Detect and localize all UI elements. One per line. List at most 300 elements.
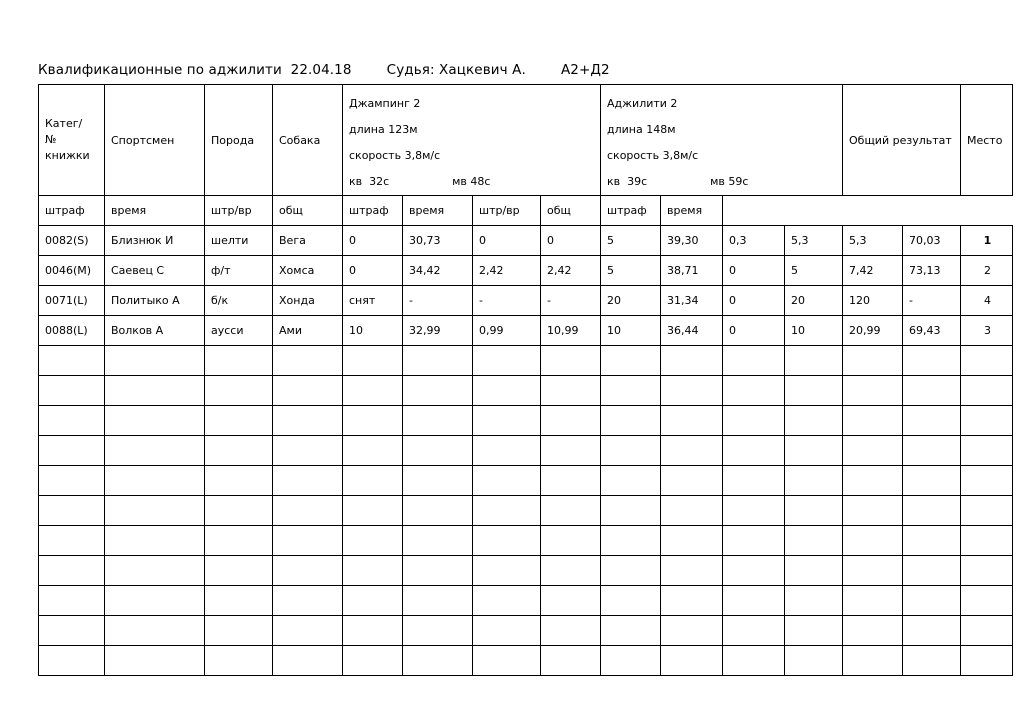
cell-agility-total-text: 5,3	[791, 234, 809, 247]
table-row-empty	[39, 376, 1013, 406]
cell-jumping-total-text: 0	[547, 234, 554, 247]
cell-breed	[205, 256, 273, 286]
cell-athlete-empty	[105, 376, 205, 406]
cell-jumping-pen-time-empty	[473, 556, 541, 586]
cell-overall-penalty-empty	[843, 586, 903, 616]
cell-breed-text: аусси	[211, 324, 244, 337]
cell-category	[39, 226, 105, 256]
cell-dog-empty	[273, 376, 343, 406]
table-row	[39, 286, 1013, 316]
cell-overall-penalty-empty	[843, 346, 903, 376]
cell-jumping-pen-time	[473, 226, 541, 256]
cell-place	[961, 256, 1013, 286]
cell-agility-penalty-empty	[601, 346, 661, 376]
cell-category-empty	[39, 616, 105, 646]
cell-jumping-time-empty	[403, 526, 473, 556]
subheader-jumping-pen-time: штр/вр	[205, 196, 273, 226]
cell-jumping-time	[403, 226, 473, 256]
cell-place-text: 2	[984, 264, 991, 277]
cell-jumping-time-text: -	[409, 294, 413, 307]
cell-dog-empty	[273, 436, 343, 466]
cell-jumping-penalty	[343, 256, 403, 286]
cell-dog	[273, 286, 343, 316]
cell-athlete-empty	[105, 586, 205, 616]
cell-agility-penalty-empty	[601, 406, 661, 436]
agility-length: длина 148м	[607, 123, 676, 136]
cell-jumping-total-empty	[541, 526, 601, 556]
cell-athlete-text: Саевец С	[111, 264, 165, 277]
cell-jumping-time-empty	[403, 616, 473, 646]
cell-place-empty	[961, 376, 1013, 406]
cell-dog	[273, 316, 343, 346]
cell-jumping-time-empty	[403, 646, 473, 676]
cell-athlete-empty	[105, 466, 205, 496]
cell-jumping-pen-time-empty	[473, 376, 541, 406]
subheader-agility-penalty: штраф	[343, 196, 403, 226]
cell-place-empty	[961, 526, 1013, 556]
cell-athlete-empty	[105, 406, 205, 436]
cell-athlete-empty	[105, 646, 205, 676]
cell-breed	[205, 286, 273, 316]
cell-overall-time-empty	[903, 406, 961, 436]
cell-jumping-pen-time-empty	[473, 526, 541, 556]
cell-category-empty	[39, 406, 105, 436]
cell-jumping-total	[541, 286, 601, 316]
jumping-times: кв 32с мв 48с	[349, 175, 491, 188]
header-athlete: Спортсмен	[105, 85, 205, 196]
cell-agility-pen-time-text: 0	[729, 324, 736, 337]
table-row-empty	[39, 466, 1013, 496]
cell-jumping-total-text: 2,42	[547, 264, 572, 277]
cell-jumping-time	[403, 316, 473, 346]
cell-dog-text: Хонда	[279, 294, 315, 307]
cell-agility-time	[661, 316, 723, 346]
cell-overall-time	[903, 286, 961, 316]
cell-overall-penalty-text: 5,3	[849, 234, 867, 247]
cell-jumping-total-empty	[541, 496, 601, 526]
cell-agility-penalty-text: 5	[607, 264, 614, 277]
cell-agility-pen-time-text: 0,3	[729, 234, 747, 247]
cell-jumping-penalty-empty	[343, 376, 403, 406]
table-row-empty	[39, 586, 1013, 616]
cell-place-empty	[961, 406, 1013, 436]
jumping-name: Джампинг 2	[349, 97, 421, 110]
cell-overall-time-text: 69,43	[909, 324, 941, 337]
cell-jumping-penalty-empty	[343, 586, 403, 616]
cell-jumping-penalty-empty	[343, 406, 403, 436]
subheader-agility-time: время	[403, 196, 473, 226]
cell-place-empty	[961, 616, 1013, 646]
header-category-line-2: №	[45, 133, 57, 146]
cell-overall-penalty-empty	[843, 376, 903, 406]
cell-overall-penalty-text: 20,99	[849, 324, 881, 337]
cell-dog-text: Хомса	[279, 264, 315, 277]
cell-jumping-penalty-text: 0	[349, 234, 356, 247]
cell-agility-time-empty	[661, 436, 723, 466]
cell-agility-penalty-empty	[601, 586, 661, 616]
cell-dog-empty	[273, 526, 343, 556]
cell-jumping-time-empty	[403, 406, 473, 436]
cell-breed-empty	[205, 586, 273, 616]
cell-agility-time-empty	[661, 496, 723, 526]
cell-agility-total-text: 10	[791, 324, 805, 337]
cell-breed	[205, 316, 273, 346]
cell-overall-penalty-empty	[843, 436, 903, 466]
cell-agility-penalty-empty	[601, 436, 661, 466]
cell-jumping-penalty-empty	[343, 616, 403, 646]
cell-jumping-total-empty	[541, 616, 601, 646]
subheader-agility-pen-time: штр/вр	[473, 196, 541, 226]
cell-breed-text: б/к	[211, 294, 229, 307]
table-row	[39, 226, 1013, 256]
cell-agility-total-empty	[785, 346, 843, 376]
cell-overall-time-text: 73,13	[909, 264, 941, 277]
cell-category-text: 0088(L)	[45, 324, 88, 337]
cell-breed-text: шелти	[211, 234, 249, 247]
cell-overall-penalty-empty	[843, 496, 903, 526]
cell-jumping-time-empty	[403, 556, 473, 586]
cell-agility-penalty-empty	[601, 616, 661, 646]
cell-agility-time-text: 38,71	[667, 264, 699, 277]
cell-agility-penalty	[601, 286, 661, 316]
cell-dog	[273, 256, 343, 286]
cell-athlete-text: Близнюк И	[111, 234, 174, 247]
cell-category-empty	[39, 586, 105, 616]
header-overall: Общий результат	[843, 85, 961, 196]
cell-overall-penalty-empty	[843, 616, 903, 646]
cell-overall-time-text: 70,03	[909, 234, 941, 247]
cell-jumping-penalty-text: 10	[349, 324, 363, 337]
cell-overall-penalty-text: 7,42	[849, 264, 874, 277]
cell-overall-time-empty	[903, 586, 961, 616]
cell-category-empty	[39, 466, 105, 496]
cell-agility-penalty	[601, 226, 661, 256]
cell-breed-empty	[205, 526, 273, 556]
cell-agility-penalty-text: 20	[607, 294, 621, 307]
header-jumping-block	[343, 85, 601, 196]
cell-overall-time	[903, 316, 961, 346]
cell-agility-pen-time-empty	[723, 496, 785, 526]
cell-jumping-total-empty	[541, 466, 601, 496]
cell-category-empty	[39, 526, 105, 556]
cell-overall-time-text: -	[909, 294, 913, 307]
cell-place-text: 1	[983, 234, 992, 247]
cell-breed-empty	[205, 466, 273, 496]
cell-agility-pen-time-empty	[723, 376, 785, 406]
cell-jumping-total-empty	[541, 586, 601, 616]
cell-category-text: 0071(L)	[45, 294, 88, 307]
cell-agility-time-text: 39,30	[667, 234, 699, 247]
cell-agility-penalty-empty	[601, 466, 661, 496]
header-category-line-1: Катег/	[45, 117, 83, 130]
cell-agility-pen-time-empty	[723, 406, 785, 436]
cell-agility-total	[785, 226, 843, 256]
cell-jumping-penalty-empty	[343, 346, 403, 376]
cell-agility-total-empty	[785, 526, 843, 556]
cell-athlete-empty	[105, 496, 205, 526]
cell-agility-total-empty	[785, 376, 843, 406]
agility-name: Аджилити 2	[607, 97, 678, 110]
header-dog: Собака	[273, 85, 343, 196]
cell-jumping-total	[541, 256, 601, 286]
cell-athlete-empty	[105, 346, 205, 376]
cell-agility-penalty-empty	[601, 496, 661, 526]
cell-jumping-time-empty	[403, 586, 473, 616]
cell-agility-total-text: 20	[791, 294, 805, 307]
cell-dog	[273, 226, 343, 256]
cell-agility-total-empty	[785, 406, 843, 436]
cell-overall-time-empty	[903, 646, 961, 676]
cell-place-empty	[961, 346, 1013, 376]
cell-overall-time	[903, 226, 961, 256]
cell-place-text: 4	[984, 294, 991, 307]
cell-breed-empty	[205, 616, 273, 646]
cell-agility-pen-time-text: 0	[729, 264, 736, 277]
cell-breed-empty	[205, 436, 273, 466]
subheader-overall-penalty: штраф	[601, 196, 661, 226]
cell-overall-time-empty	[903, 436, 961, 466]
cell-athlete	[105, 316, 205, 346]
cell-dog-empty	[273, 406, 343, 436]
cell-jumping-total-empty	[541, 556, 601, 586]
cell-category-empty	[39, 436, 105, 466]
cell-athlete-text: Политыко А	[111, 294, 180, 307]
cell-jumping-pen-time-text: -	[479, 294, 483, 307]
cell-agility-penalty-empty	[601, 376, 661, 406]
cell-agility-penalty-empty	[601, 646, 661, 676]
cell-place-empty	[961, 556, 1013, 586]
cell-overall-penalty-empty	[843, 466, 903, 496]
subheader-overall-time: время	[661, 196, 723, 226]
cell-overall-time	[903, 256, 961, 286]
cell-agility-pen-time-empty	[723, 526, 785, 556]
table-row-empty	[39, 646, 1013, 676]
cell-overall-penalty-empty	[843, 556, 903, 586]
cell-agility-pen-time-empty	[723, 556, 785, 586]
cell-jumping-pen-time-empty	[473, 646, 541, 676]
cell-agility-penalty	[601, 256, 661, 286]
cell-overall-penalty-empty	[843, 526, 903, 556]
cell-jumping-pen-time-empty	[473, 616, 541, 646]
cell-agility-pen-time-empty	[723, 586, 785, 616]
cell-agility-time-empty	[661, 526, 723, 556]
cell-overall-penalty-empty	[843, 646, 903, 676]
cell-agility-total-empty	[785, 586, 843, 616]
cell-athlete-empty	[105, 526, 205, 556]
cell-jumping-penalty-empty	[343, 466, 403, 496]
cell-overall-penalty	[843, 316, 903, 346]
cell-jumping-pen-time-empty	[473, 466, 541, 496]
cell-breed-empty	[205, 346, 273, 376]
cell-overall-time-empty	[903, 466, 961, 496]
cell-category	[39, 256, 105, 286]
cell-category-empty	[39, 376, 105, 406]
cell-overall-penalty	[843, 286, 903, 316]
cell-jumping-pen-time-text: 0	[479, 234, 486, 247]
header-category	[39, 85, 105, 196]
cell-jumping-total	[541, 226, 601, 256]
cell-jumping-penalty	[343, 286, 403, 316]
table-row-empty	[39, 526, 1013, 556]
cell-jumping-total-text: -	[547, 294, 551, 307]
jumping-length: длина 123м	[349, 123, 418, 136]
results-table	[38, 84, 1013, 676]
cell-category	[39, 316, 105, 346]
cell-athlete	[105, 226, 205, 256]
cell-jumping-time-empty	[403, 376, 473, 406]
cell-breed-text: ф/т	[211, 264, 231, 277]
cell-agility-total-empty	[785, 496, 843, 526]
cell-agility-time-empty	[661, 616, 723, 646]
subheader-jumping-total: общ	[273, 196, 343, 226]
cell-jumping-pen-time-text: 0,99	[479, 324, 504, 337]
cell-jumping-pen-time	[473, 286, 541, 316]
cell-agility-pen-time-text: 0	[729, 294, 736, 307]
subheader-agility-total: общ	[541, 196, 601, 226]
cell-breed-empty	[205, 406, 273, 436]
cell-agility-penalty-empty	[601, 556, 661, 586]
cell-jumping-pen-time-empty	[473, 406, 541, 436]
cell-breed	[205, 226, 273, 256]
header-row-sub	[39, 196, 1013, 226]
cell-jumping-total-text: 10,99	[547, 324, 579, 337]
cell-athlete-empty	[105, 556, 205, 586]
cell-dog-empty	[273, 496, 343, 526]
cell-agility-total-empty	[785, 436, 843, 466]
cell-jumping-penalty	[343, 226, 403, 256]
cell-breed-empty	[205, 496, 273, 526]
subheader-jumping-penalty: штраф	[39, 196, 105, 226]
cell-jumping-pen-time-empty	[473, 346, 541, 376]
table-row	[39, 316, 1013, 346]
cell-breed-empty	[205, 556, 273, 586]
agility-speed: скорость 3,8м/с	[607, 149, 699, 162]
cell-place-empty	[961, 436, 1013, 466]
cell-agility-time-empty	[661, 586, 723, 616]
cell-agility-total	[785, 316, 843, 346]
cell-place-empty	[961, 496, 1013, 526]
cell-jumping-total-empty	[541, 376, 601, 406]
cell-category-empty	[39, 556, 105, 586]
cell-jumping-pen-time-empty	[473, 496, 541, 526]
table-row	[39, 256, 1013, 286]
cell-jumping-pen-time	[473, 316, 541, 346]
cell-breed-empty	[205, 646, 273, 676]
cell-category-empty	[39, 346, 105, 376]
cell-overall-penalty	[843, 226, 903, 256]
cell-athlete	[105, 256, 205, 286]
cell-athlete-text: Волков А	[111, 324, 164, 337]
cell-overall-penalty	[843, 256, 903, 286]
jumping-speed: скорость 3,8м/с	[349, 149, 441, 162]
cell-jumping-penalty-text: снят	[349, 294, 376, 307]
cell-athlete-empty	[105, 616, 205, 646]
cell-agility-time-empty	[661, 406, 723, 436]
header-place: Место	[961, 85, 1013, 196]
table-row-empty	[39, 616, 1013, 646]
cell-agility-total	[785, 256, 843, 286]
header-agility-block	[601, 85, 843, 196]
cell-agility-total-empty	[785, 466, 843, 496]
cell-agility-total-text: 5	[791, 264, 798, 277]
cell-place-empty	[961, 586, 1013, 616]
agility-times: кв 39с мв 59с	[607, 175, 749, 188]
cell-agility-time-text: 36,44	[667, 324, 699, 337]
cell-jumping-time-empty	[403, 466, 473, 496]
cell-breed-empty	[205, 376, 273, 406]
cell-place	[961, 316, 1013, 346]
table-row-empty	[39, 406, 1013, 436]
cell-jumping-total-empty	[541, 346, 601, 376]
cell-category-text: 0082(S)	[45, 234, 89, 247]
cell-agility-pen-time-empty	[723, 646, 785, 676]
cell-agility-penalty-text: 10	[607, 324, 621, 337]
cell-jumping-time-text: 32,99	[409, 324, 441, 337]
cell-jumping-pen-time-empty	[473, 436, 541, 466]
cell-agility-total	[785, 286, 843, 316]
header-breed: Порода	[205, 85, 273, 196]
cell-jumping-penalty-empty	[343, 646, 403, 676]
table-row-empty	[39, 496, 1013, 526]
cell-jumping-time-empty	[403, 496, 473, 526]
cell-agility-pen-time	[723, 226, 785, 256]
header-category-line-3: книжки	[45, 149, 90, 162]
cell-jumping-penalty-text: 0	[349, 264, 356, 277]
cell-agility-pen-time-empty	[723, 466, 785, 496]
cell-athlete	[105, 286, 205, 316]
cell-jumping-penalty-empty	[343, 556, 403, 586]
subheader-jumping-time: время	[105, 196, 205, 226]
cell-overall-time-empty	[903, 496, 961, 526]
cell-category-empty	[39, 646, 105, 676]
cell-agility-pen-time-empty	[723, 616, 785, 646]
cell-place	[961, 286, 1013, 316]
page-title: Квалификационные по аджилити 22.04.18 Судья: Хацкевич А. А2+Д2	[38, 62, 610, 78]
cell-agility-time-empty	[661, 646, 723, 676]
cell-agility-time-empty	[661, 346, 723, 376]
cell-agility-total-empty	[785, 646, 843, 676]
cell-dog-empty	[273, 616, 343, 646]
cell-agility-penalty	[601, 316, 661, 346]
cell-dog-empty	[273, 646, 343, 676]
cell-jumping-time-text: 30,73	[409, 234, 441, 247]
cell-overall-penalty-text: 120	[849, 294, 870, 307]
cell-overall-time-empty	[903, 556, 961, 586]
cell-agility-pen-time-empty	[723, 436, 785, 466]
cell-agility-pen-time	[723, 286, 785, 316]
cell-jumping-total-empty	[541, 646, 601, 676]
table-row-empty	[39, 346, 1013, 376]
cell-athlete-empty	[105, 436, 205, 466]
cell-agility-total-empty	[785, 616, 843, 646]
cell-agility-time-text: 31,34	[667, 294, 699, 307]
cell-agility-penalty-empty	[601, 526, 661, 556]
cell-jumping-total-empty	[541, 406, 601, 436]
cell-agility-total-empty	[785, 556, 843, 586]
cell-dog-empty	[273, 556, 343, 586]
cell-jumping-penalty-empty	[343, 436, 403, 466]
cell-overall-time-empty	[903, 376, 961, 406]
cell-agility-time-empty	[661, 466, 723, 496]
table-row-empty	[39, 436, 1013, 466]
cell-dog-text: Ами	[279, 324, 302, 337]
cell-dog-empty	[273, 466, 343, 496]
cell-jumping-pen-time-text: 2,42	[479, 264, 504, 277]
cell-agility-time	[661, 226, 723, 256]
cell-overall-time-empty	[903, 526, 961, 556]
cell-jumping-pen-time-empty	[473, 586, 541, 616]
cell-agility-time-empty	[661, 556, 723, 586]
